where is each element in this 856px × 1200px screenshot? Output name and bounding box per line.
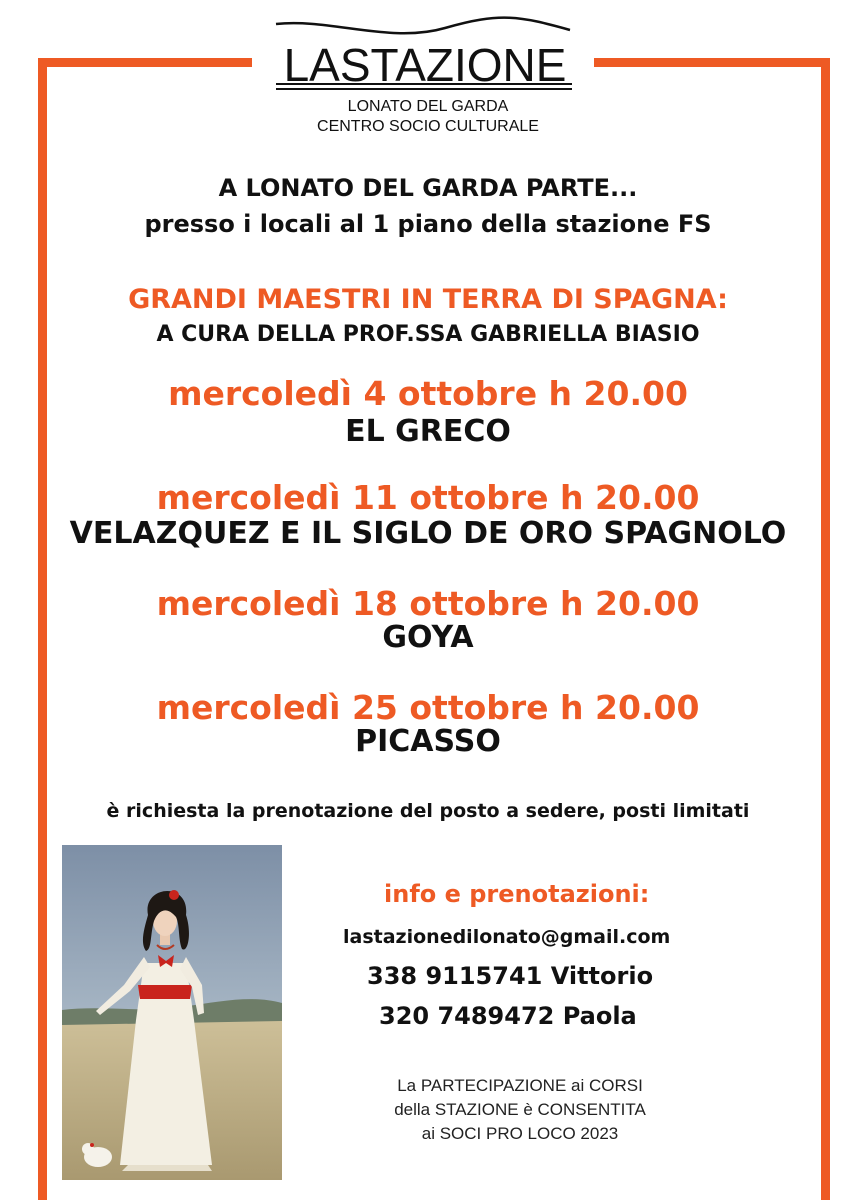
goya-portrait-painting	[62, 845, 282, 1180]
intro-heading: A LONATO DEL GARDA PARTE...	[218, 174, 638, 202]
membership-note	[350, 1074, 690, 1146]
contact-phone-vittorio[interactable]: 338 9115741 Vittorio	[367, 962, 654, 990]
frame-top-right	[594, 58, 830, 67]
event-date: mercoledì 18 ottobre h 20.00	[156, 584, 700, 623]
reservation-notice: è richiesta la prenotazione del posto a sedere, posti limitati	[106, 800, 750, 822]
event-date: mercoledì 4 ottobre h 20.00	[168, 374, 688, 413]
frame-top-left	[38, 58, 252, 67]
contact-phone-paola[interactable]: 320 7489472 Paola	[379, 1002, 637, 1030]
event-artist: VELAZQUEZ E IL SIGLO DE ORO SPAGNOLO	[69, 516, 787, 551]
logo-subtitle-center: CENTRO SOCIO CULTURALE	[317, 118, 539, 135]
event-date: mercoledì 25 ottobre h 20.00	[156, 688, 700, 727]
event-artist: GOYA	[382, 620, 474, 655]
event-artist: EL GRECO	[345, 414, 511, 449]
intro-location: presso i locali al 1 piano della stazione FS	[144, 210, 712, 238]
event-date: mercoledì 11 ottobre h 20.00	[156, 478, 700, 517]
membership-line: della STAZIONE è CONSENTITA	[394, 1100, 646, 1119]
la-stazione-logo	[270, 14, 580, 96]
event-artist: PICASSO	[355, 724, 501, 759]
membership-line: ai SOCI PRO LOCO 2023	[421, 1124, 619, 1143]
series-title: GRANDI MAESTRI IN TERRA DI SPAGNA:	[128, 284, 728, 315]
membership-line: La PARTECIPAZIONE ai CORSI	[397, 1076, 643, 1095]
contact-email[interactable]: lastazionedilonato@gmail.com	[343, 926, 671, 948]
logo-subtitle-location: LONATO DEL GARDA	[347, 98, 509, 115]
contact-title: info e prenotazioni:	[384, 880, 650, 908]
logo-text: LASTAZIONE	[283, 39, 567, 91]
series-curator: A CURA DELLA PROF.SSA GABRIELLA BIASIO	[156, 322, 700, 347]
